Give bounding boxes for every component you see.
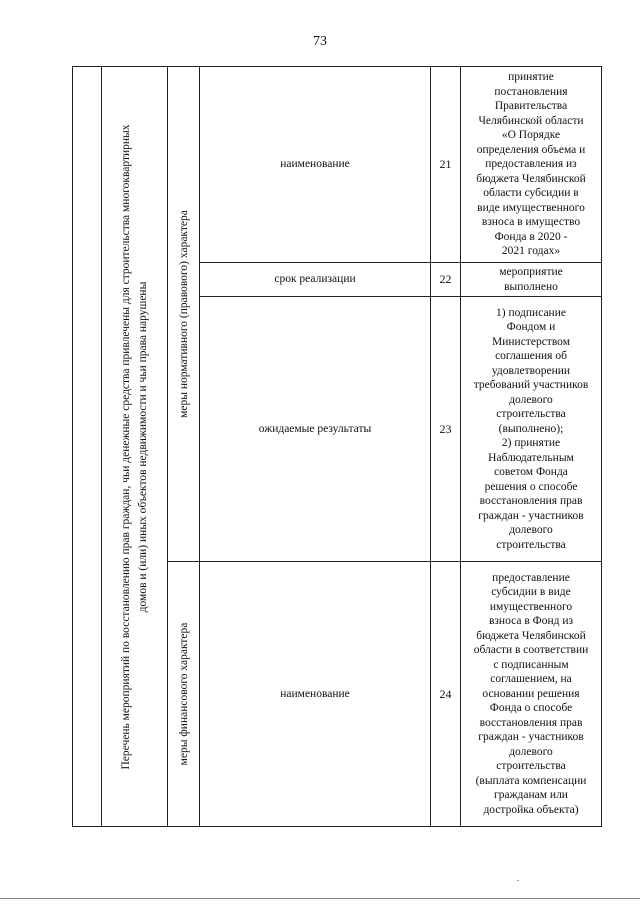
value-line: 2) принятие bbox=[501, 437, 561, 450]
value-line: взноса в Фонд из bbox=[488, 615, 574, 628]
value-line: субсидии в виде bbox=[491, 586, 571, 599]
value-line: Челябинской области bbox=[478, 114, 584, 127]
value-line: (выполнено); bbox=[498, 422, 564, 435]
value-line: выполнено bbox=[504, 280, 558, 293]
row-number-cell: 22 bbox=[431, 263, 461, 297]
row-number-cell: 24 bbox=[431, 562, 461, 827]
value-line: строительства bbox=[496, 760, 566, 773]
value-line: удовлетворении bbox=[491, 364, 571, 377]
value-line: Наблюдательным bbox=[488, 451, 574, 464]
value-line: бюджета Челябинской bbox=[476, 172, 586, 185]
section-title-line: домов и (или) иных объектов недвижимости и чьи права нарушены bbox=[136, 281, 149, 612]
value-line: мероприятие bbox=[499, 266, 563, 278]
value-line: долевого bbox=[509, 524, 553, 537]
value-line: Фондом и bbox=[506, 321, 556, 334]
blank-column-cell bbox=[73, 67, 102, 827]
value-line: области субсидии в bbox=[483, 187, 579, 200]
value-line: граждан - участников bbox=[478, 731, 584, 744]
value-line: основании решения bbox=[482, 687, 580, 700]
value-line: постановления bbox=[494, 85, 568, 98]
value-line: имущественного bbox=[489, 600, 573, 613]
value-line: строительства bbox=[496, 408, 566, 421]
value-line: «О Порядке bbox=[501, 129, 561, 142]
value-line: требований участников bbox=[473, 379, 589, 392]
value-line: соглашения об bbox=[495, 350, 567, 363]
parameter-cell: наименование bbox=[200, 562, 431, 827]
group-label: меры нормативного (правового) характера bbox=[177, 210, 190, 418]
group-label: меры финансового характера bbox=[177, 622, 190, 766]
value-line: советом Фонда bbox=[494, 466, 568, 479]
value-line: с подписанным bbox=[493, 658, 569, 671]
value-line: долевого bbox=[509, 745, 553, 758]
value-line: 2021 годах» bbox=[501, 245, 561, 258]
value-line: принятие bbox=[508, 71, 554, 84]
value-line: долевого bbox=[509, 393, 553, 406]
page-number: 73 bbox=[313, 34, 327, 49]
parameter-cell: наименование bbox=[200, 67, 431, 263]
value-line: предоставления из bbox=[485, 158, 577, 171]
parameter-cell: ожидаемые результаты bbox=[200, 297, 431, 562]
measures-table bbox=[72, 66, 602, 827]
section-title-cell bbox=[102, 67, 168, 827]
value-cell bbox=[461, 263, 602, 297]
value-line: соглашением, на bbox=[490, 673, 572, 686]
value-line: восстановления прав bbox=[479, 495, 583, 508]
value-line: гражданам или bbox=[494, 789, 568, 802]
value-line: области в соответствии bbox=[473, 644, 589, 657]
value-line: решения о способе bbox=[484, 480, 578, 493]
section-title bbox=[118, 124, 152, 769]
value-line: определения объема и bbox=[476, 143, 586, 156]
value-line: восстановления прав bbox=[479, 716, 583, 729]
value-line: Министерством bbox=[492, 335, 570, 348]
scan-speck bbox=[517, 880, 519, 881]
value-line: Правительства bbox=[494, 100, 568, 113]
value-line: виде имущественного bbox=[477, 201, 585, 214]
parameter-cell: срок реализации bbox=[200, 263, 431, 297]
group-cell bbox=[168, 562, 200, 827]
value-cell bbox=[461, 297, 602, 562]
value-line: достройка объекта) bbox=[483, 803, 579, 816]
value-line: строительства bbox=[496, 538, 566, 551]
value-line: взноса в имущество bbox=[481, 216, 581, 229]
value-line: граждан - участников bbox=[478, 509, 584, 522]
value-line: 1) подписание bbox=[496, 306, 566, 319]
row-number-cell: 23 bbox=[431, 297, 461, 562]
page-bottom-rule bbox=[0, 898, 640, 899]
table-row bbox=[73, 67, 602, 263]
value-line: Фонда в 2020 - bbox=[494, 230, 568, 243]
value-line: Фонда о способе bbox=[489, 702, 573, 715]
section-title-line: Перечень мероприятий по восстановлению прав граждан, чьи денежные средства привлечены для строительства многоквартирных bbox=[119, 123, 132, 770]
value-line: бюджета Челябинской bbox=[476, 629, 586, 642]
group-cell bbox=[168, 67, 200, 562]
row-number-cell: 21 bbox=[431, 67, 461, 263]
value-line: предоставление bbox=[492, 571, 570, 584]
value-cell bbox=[461, 67, 602, 263]
value-line: (выплата компенсации bbox=[475, 774, 587, 787]
value-cell bbox=[461, 562, 602, 827]
